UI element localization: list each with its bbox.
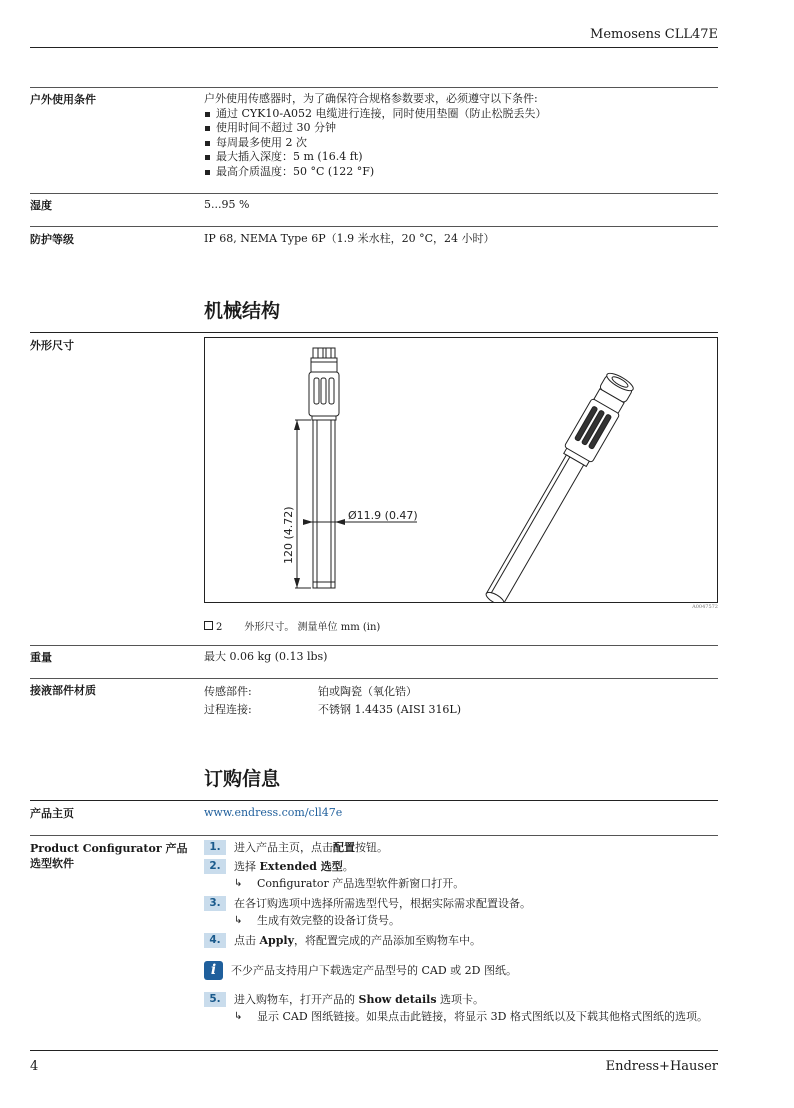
- divider: [30, 193, 718, 194]
- page-number: 4: [30, 1059, 39, 1074]
- material-key: 传感部件:: [204, 685, 252, 698]
- figure-caption: [204, 618, 380, 633]
- caption-number: 2: [216, 622, 223, 633]
- dim-diameter-label: Ø11.9 (0.47): [348, 509, 418, 522]
- weight-label: 重量: [30, 651, 52, 664]
- outdoor-item: 每周最多使用 2 次: [204, 136, 719, 151]
- step-1: 1. 进入产品主页，点击配置按钮。: [204, 840, 719, 855]
- section-title-mechanical: 机械结构: [204, 300, 281, 322]
- material-value: 铂或陶瓷（氧化锆）: [318, 685, 417, 698]
- product-page-label: 产品主页: [30, 807, 74, 820]
- material-value: 不锈钢 1.4435 (AISI 316L): [318, 703, 462, 716]
- footer-rule: [30, 1050, 718, 1051]
- protection-value: IP 68, NEMA Type 6P（1.9 米水柱，20 °C，24 小时）: [204, 232, 495, 245]
- dimensions-label: 外形尺寸: [30, 339, 74, 352]
- brand-name: Endress+Hauser: [605, 1059, 718, 1074]
- divider: [30, 226, 718, 227]
- figure-code: A0047572: [692, 604, 718, 610]
- section-title-ordering: 订购信息: [204, 768, 281, 790]
- outdoor-item: 最高介质温度：50 °C (122 °F): [204, 165, 719, 180]
- sensor-drawing: [205, 338, 717, 602]
- product-page-link[interactable]: [204, 806, 719, 821]
- info-icon: i: [204, 961, 223, 980]
- configurator-label: Product Configurator 产品选型软件: [30, 842, 188, 870]
- divider: [30, 87, 718, 88]
- outdoor-item: 最大插入深度：5 m (16.4 ft): [204, 150, 719, 165]
- outdoor-label: 户外使用条件: [30, 93, 96, 106]
- divider: [30, 678, 718, 679]
- divider: [30, 645, 718, 646]
- material-key: 过程连接:: [204, 703, 252, 716]
- divider: [30, 800, 718, 801]
- divider: [30, 332, 718, 333]
- outdoor-intro: 户外使用传感器时，为了确保符合规格参数要求，必须遵守以下条件:: [204, 92, 538, 105]
- figure-icon: [204, 621, 213, 630]
- step-5: 5. 进入购物车，打开产品的 Show details 选项卡。: [204, 992, 719, 1007]
- info-note: 不少产品支持用户下载选定产品型号的 CAD 或 2D 图纸。: [231, 964, 517, 977]
- humidity-label: 湿度: [30, 199, 52, 212]
- dim-length-label: 120 (4.72): [282, 506, 295, 564]
- humidity-value: 5...95 %: [204, 198, 250, 211]
- dimensions-figure: [204, 337, 718, 603]
- step-3: 3. 在各订购选项中选择所需选型代号，根据实际需求配置设备。: [204, 896, 719, 911]
- outdoor-item: 通过 CYK10-A052 电缆进行连接，同时使用垫圈（防止松脱丢失）: [204, 107, 719, 122]
- step-2: 2. 选择 Extended 选型。: [204, 859, 719, 874]
- protection-label: 防护等级: [30, 233, 74, 246]
- caption-text: 外形尺寸。 测量单位 mm (in): [244, 622, 381, 633]
- outdoor-value: [204, 92, 719, 179]
- materials-label: 接液部件材质: [30, 684, 96, 697]
- result-arrow-icon: ↳: [234, 878, 243, 889]
- document-title: Memosens CLL47E: [590, 27, 718, 42]
- step-4: 4. 点击 Apply，将配置完成的产品添加至购物车中。: [204, 933, 719, 948]
- result-arrow-icon: ↳: [234, 915, 243, 926]
- outdoor-item: 使用时间不超过 30 分钟: [204, 121, 719, 136]
- product-url[interactable]: www.endress.com/cll47e: [204, 806, 343, 819]
- divider: [30, 835, 718, 836]
- header-rule: [30, 47, 718, 48]
- result-arrow-icon: ↳: [234, 1011, 243, 1022]
- weight-value: 最大 0.06 kg (0.13 lbs): [204, 650, 328, 663]
